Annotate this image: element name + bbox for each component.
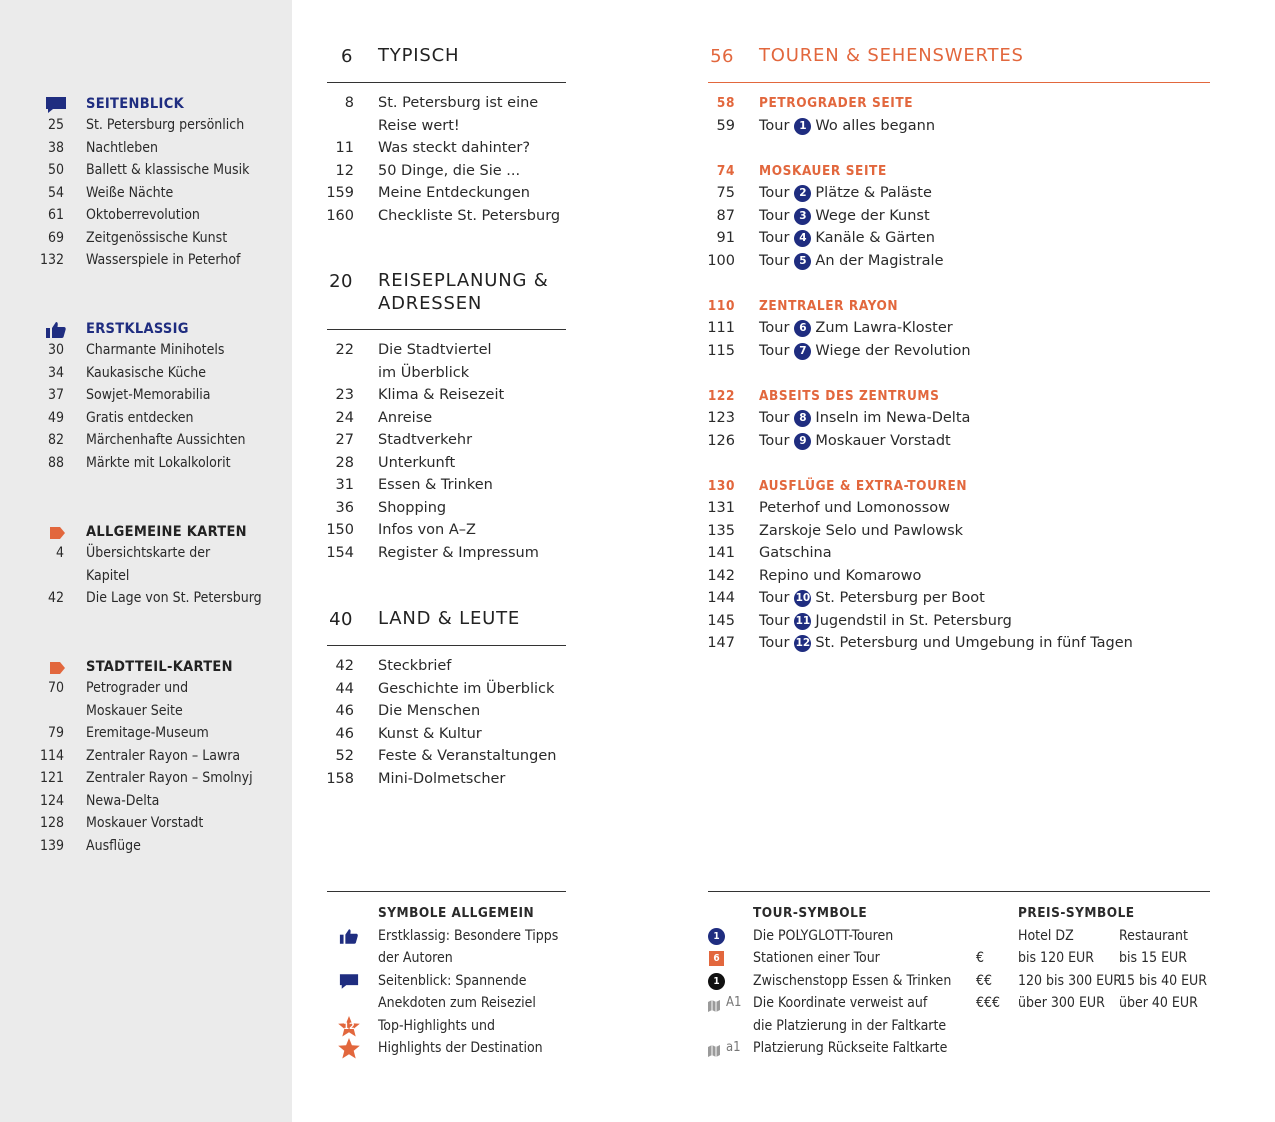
price-row xyxy=(976,947,1210,970)
page-number: 142 xyxy=(707,567,735,584)
price-symbol: €€€ xyxy=(976,995,1001,1011)
page-number: 54 xyxy=(47,184,64,201)
price-row xyxy=(976,970,1210,993)
page-number: 30 xyxy=(47,342,64,358)
item-label: Was steckt dahinter? xyxy=(378,140,531,156)
item-label: Gratis entdecken xyxy=(86,409,194,426)
item-label: Mini-Dolmetscher xyxy=(378,770,506,787)
page-number: 27 xyxy=(335,432,354,448)
page-number: 139 xyxy=(39,837,64,854)
list-item[interactable] xyxy=(0,159,292,182)
tour-label: Tour 7 Wiege der Revolution xyxy=(759,342,971,359)
subsection-title: ABSEITS DES ZENTRUMS xyxy=(759,387,940,404)
list-item[interactable] xyxy=(327,474,566,497)
page-number: 31 xyxy=(335,477,354,493)
legend-title: PREIS-SYMBOLE xyxy=(1018,905,1135,921)
tour-item[interactable] xyxy=(708,317,1210,340)
page-number: 159 xyxy=(326,185,354,201)
tour-number-icon: 9 xyxy=(794,433,811,450)
chapter-title: LAND & LEUTE xyxy=(378,608,521,629)
subsection-heading[interactable] xyxy=(708,92,1210,115)
price-row xyxy=(976,992,1210,1015)
list-item[interactable] xyxy=(327,339,566,384)
item-label: Klima & Reisezeit xyxy=(378,387,505,403)
chapter-title: REISEPLANUNG & ADRESSEN xyxy=(378,270,549,314)
page-number: 11 xyxy=(335,140,354,156)
item-label: Charmante Minihotels xyxy=(86,342,225,358)
list-item[interactable] xyxy=(0,722,292,745)
list-item[interactable] xyxy=(327,92,566,137)
legend-text: die Platzierung in der Faltkarte xyxy=(753,1017,947,1034)
page-number: 82 xyxy=(47,432,64,448)
legend-row xyxy=(327,925,587,948)
legend-divider-general xyxy=(327,891,566,892)
page-number: 115 xyxy=(707,342,735,359)
legend-row xyxy=(327,992,587,1015)
item-label: Zeitgenössische Kunst xyxy=(86,229,228,246)
subsection-title: ZENTRALER RAYON xyxy=(759,297,899,314)
page-number: 22 xyxy=(335,342,354,358)
item-label: Shopping xyxy=(378,499,447,516)
page-number: 46 xyxy=(335,725,354,742)
numbered-star-icon: 12 xyxy=(337,1015,361,1039)
list-item[interactable] xyxy=(327,678,566,701)
list-item[interactable] xyxy=(708,497,1210,520)
list-item[interactable] xyxy=(327,407,566,430)
legend-row xyxy=(708,970,978,993)
list-item[interactable] xyxy=(0,407,292,430)
legend-row xyxy=(327,947,587,970)
subsection-title: PETROGRADER SEITE xyxy=(759,95,914,111)
legend-text: Top-Highlights und xyxy=(378,1017,495,1034)
list-item[interactable] xyxy=(0,767,292,790)
list-item[interactable] xyxy=(0,339,292,362)
chapter-title: TOUREN & SEHENSWERTES xyxy=(759,45,1024,66)
tour-number-icon: 3 xyxy=(794,208,811,225)
legend-text: Anekdoten zum Reiseziel xyxy=(378,995,536,1011)
legend-row xyxy=(708,1037,978,1060)
list-item[interactable] xyxy=(327,745,566,768)
list-item[interactable] xyxy=(708,542,1210,565)
chapter-heading[interactable] xyxy=(327,40,566,83)
legend-text: Platzierung Rückseite Faltkarte xyxy=(753,1040,948,1056)
list-item[interactable] xyxy=(708,565,1210,588)
section-heading xyxy=(0,520,292,542)
list-item[interactable] xyxy=(0,452,292,475)
list-item[interactable] xyxy=(327,700,566,723)
tour-item[interactable] xyxy=(708,610,1210,633)
page-number: 59 xyxy=(716,117,735,134)
list-item[interactable] xyxy=(0,745,292,768)
page-number: 50 xyxy=(47,162,64,178)
page-number: 12 xyxy=(335,162,354,179)
page-number: 37 xyxy=(47,387,64,403)
tour-label: Tour 11 Jugendstil in St. Petersburg xyxy=(759,612,1012,629)
tour-label: Tour 9 Moskauer Vorstadt xyxy=(759,432,951,449)
page-number: 128 xyxy=(39,815,64,831)
section-heading xyxy=(0,92,292,114)
legend-text: der Autoren xyxy=(378,950,453,966)
item-label: Peterhof und Lomonossow xyxy=(759,500,951,516)
page-number: 74 xyxy=(716,162,735,179)
item-label: Repino und Komarowo xyxy=(759,567,922,584)
item-label: Essen & Trinken xyxy=(378,477,493,493)
page-number: 114 xyxy=(39,747,64,764)
chapter-touren xyxy=(708,40,1210,655)
tour-item[interactable] xyxy=(708,182,1210,205)
stop-circle-icon: 1 xyxy=(708,973,725,990)
list-item[interactable] xyxy=(0,249,292,272)
tour-circle-icon: 1 xyxy=(708,928,725,945)
list-item[interactable] xyxy=(327,655,566,678)
page-number: 158 xyxy=(326,770,354,787)
list-item[interactable] xyxy=(708,520,1210,543)
page-number: 132 xyxy=(39,252,64,268)
price-restaurant: über 40 EUR xyxy=(1119,995,1198,1011)
list-item[interactable] xyxy=(0,227,292,250)
item-label: Stadtverkehr xyxy=(378,432,473,448)
item-label: Oktoberrevolution xyxy=(86,207,200,223)
map-grid-icon xyxy=(708,1042,722,1065)
list-item[interactable] xyxy=(327,429,566,452)
tour-number-icon: 10 xyxy=(794,590,811,607)
list-item[interactable] xyxy=(327,542,566,565)
star-icon xyxy=(337,1037,361,1069)
item-label: Wasserspiele in Peterhof xyxy=(86,252,241,268)
page-number: 111 xyxy=(707,320,735,336)
list-item[interactable] xyxy=(327,723,566,746)
tour-item[interactable] xyxy=(708,407,1210,430)
price-hotel: über 300 EUR xyxy=(1018,995,1105,1011)
list-item[interactable] xyxy=(327,768,566,791)
item-label: Unterkunft xyxy=(378,454,456,471)
item-label: Geschichte im Überblick xyxy=(378,680,555,697)
tour-number-icon: 6 xyxy=(794,320,811,337)
subsection-title: MOSKAUER SEITE xyxy=(759,162,887,179)
tour-label: Tour 1 Wo alles begann xyxy=(759,117,936,134)
page-number: 70 xyxy=(47,680,64,696)
page-number: 150 xyxy=(326,522,354,538)
sidebar-section-allgemeine-karten xyxy=(0,520,292,610)
list-item[interactable] xyxy=(327,497,566,520)
tour-label: Tour 4 Kanäle & Gärten xyxy=(759,230,935,246)
page-number: 58 xyxy=(716,95,735,111)
tour-label: Tour 8 Inseln im Newa-Delta xyxy=(759,410,971,426)
page-number: 124 xyxy=(39,792,64,809)
list-item[interactable] xyxy=(327,160,566,183)
tour-label: Tour 10 St. Petersburg per Boot xyxy=(759,590,985,606)
speech-bubble-icon xyxy=(45,96,67,114)
tour-item[interactable] xyxy=(708,430,1210,453)
tour-number-icon: 5 xyxy=(794,253,811,270)
list-item[interactable] xyxy=(327,182,566,205)
page-number: 88 xyxy=(47,454,64,471)
page-number: 91 xyxy=(716,230,735,246)
page-number: 28 xyxy=(335,454,354,471)
item-label: Steckbrief xyxy=(378,658,452,674)
tour-item[interactable] xyxy=(708,250,1210,273)
page-number: 131 xyxy=(707,500,735,516)
map-coordinate: A1 xyxy=(726,995,742,1010)
list-item[interactable] xyxy=(327,205,566,228)
legend-row xyxy=(708,992,978,1015)
list-item[interactable] xyxy=(0,542,292,587)
item-label: Nachtleben xyxy=(86,139,158,156)
item-label: Ballett & klassische Musik xyxy=(86,162,250,178)
list-item[interactable] xyxy=(0,114,292,137)
thumbs-up-icon xyxy=(45,321,67,339)
chapter-page-number: 6 xyxy=(341,46,353,67)
legend-title: TOUR-SYMBOLE xyxy=(753,905,868,921)
item-label: Checkliste St. Petersburg xyxy=(378,207,561,224)
tour-number-icon: 1 xyxy=(794,118,811,135)
list-item[interactable] xyxy=(327,519,566,542)
chapter-page-number: 56 xyxy=(710,46,734,67)
page-number: 122 xyxy=(707,387,735,404)
page-number: 145 xyxy=(707,612,735,629)
legend-general xyxy=(327,902,587,1060)
item-label: Newa-Delta xyxy=(86,792,160,809)
page-number: 42 xyxy=(47,590,64,606)
chapter-heading[interactable] xyxy=(327,603,566,646)
page-number: 130 xyxy=(707,477,735,494)
section-heading xyxy=(0,655,292,677)
tour-number-icon: 8 xyxy=(794,410,811,427)
page-number: 154 xyxy=(326,544,354,561)
item-label: Kunst & Kultur xyxy=(378,725,482,742)
legend-row xyxy=(708,947,978,970)
legend-price xyxy=(976,902,1210,1015)
page-number: 24 xyxy=(335,409,354,426)
legend-row xyxy=(708,1015,978,1038)
column-header-hotel: Hotel DZ xyxy=(1018,927,1074,944)
tour-item[interactable] xyxy=(708,227,1210,250)
chapter-page-number: 20 xyxy=(329,271,353,292)
list-item[interactable] xyxy=(0,812,292,835)
list-item[interactable] xyxy=(0,587,292,610)
legend-title: SYMBOLE ALLGEMEIN xyxy=(378,905,535,921)
legend-row xyxy=(327,970,587,993)
legend-row xyxy=(708,925,978,948)
sidebar-section-stadtteil-karten xyxy=(0,655,292,857)
tour-item[interactable] xyxy=(708,340,1210,363)
section-title: SEITENBLICK xyxy=(86,96,184,112)
legend-text: Erstklassig: Besondere Tipps xyxy=(378,927,559,944)
item-label: Register & Impressum xyxy=(378,544,539,561)
page-number: 126 xyxy=(707,432,735,449)
list-item[interactable] xyxy=(0,790,292,813)
tour-number-icon: 7 xyxy=(794,343,811,360)
section-title: ERSTKLASSIG xyxy=(86,321,189,337)
page-number: 87 xyxy=(716,207,735,224)
item-label: Anreise xyxy=(378,409,433,426)
section-heading xyxy=(0,317,292,339)
item-label: St. Petersburg persönlich xyxy=(86,117,245,133)
item-label: Zarskoje Selo und Pawlowsk xyxy=(759,522,964,539)
chapter-heading[interactable] xyxy=(327,266,566,330)
item-label: Märkte mit Lokalkolorit xyxy=(86,454,231,471)
list-item[interactable] xyxy=(327,384,566,407)
page-number: 36 xyxy=(335,499,354,516)
list-item[interactable] xyxy=(0,182,292,205)
list-item[interactable] xyxy=(327,137,566,160)
tour-label: Tour 5 An der Magistrale xyxy=(759,252,944,269)
page-number: 52 xyxy=(335,748,354,764)
tour-number-icon: 11 xyxy=(794,613,811,630)
item-label: Ausflüge xyxy=(86,837,141,854)
map-tag-icon xyxy=(45,659,67,677)
list-item[interactable] xyxy=(0,137,292,160)
list-item[interactable] xyxy=(0,835,292,858)
price-restaurant: bis 15 EUR xyxy=(1119,950,1188,966)
list-item[interactable] xyxy=(0,362,292,385)
tour-item[interactable] xyxy=(708,587,1210,610)
tour-number-icon: 2 xyxy=(794,185,811,202)
legend-text: Stationen einer Tour xyxy=(753,950,880,966)
price-symbol: €€ xyxy=(976,972,993,989)
chapter-title: TYPISCH xyxy=(378,45,460,66)
legend-text: Seitenblick: Spannende xyxy=(378,972,527,989)
item-label: Meine Entdeckungen xyxy=(378,185,530,201)
map-tag-icon xyxy=(45,524,67,542)
chapter-land-leute xyxy=(327,603,566,790)
column-header-restaurant: Restaurant xyxy=(1119,927,1188,944)
legend-row xyxy=(327,1015,587,1038)
item-label: Weiße Nächte xyxy=(86,184,174,201)
page-number: 4 xyxy=(55,545,64,561)
page-number: 23 xyxy=(335,387,354,403)
page-number: 100 xyxy=(707,252,735,269)
legend-text: Die POLYGLOTT-Touren xyxy=(753,927,894,944)
page-number: 8 xyxy=(344,95,354,111)
legend-text: Die Koordinate verweist auf xyxy=(753,995,928,1011)
chapter-heading[interactable] xyxy=(708,40,1210,83)
sidebar-section-erstklassig xyxy=(0,317,292,474)
subsection-heading[interactable] xyxy=(708,475,1210,498)
item-label: St. Petersburg ist eine Reise wert! xyxy=(378,95,539,134)
list-item[interactable] xyxy=(0,429,292,452)
tour-item[interactable] xyxy=(708,115,1210,138)
page-number: 79 xyxy=(47,725,64,741)
page-number: 141 xyxy=(707,545,735,561)
subsection-heading[interactable] xyxy=(708,160,1210,183)
map-coordinate: a1 xyxy=(726,1040,741,1055)
item-label: Übersichtskarte der Kapitel xyxy=(86,545,211,584)
page-number: 75 xyxy=(716,185,735,201)
page-number: 160 xyxy=(326,207,354,224)
item-label: Die Stadtviertel im Überblick xyxy=(378,342,492,381)
price-symbol: € xyxy=(976,950,985,966)
page-number: 61 xyxy=(47,207,64,223)
subsection-title: AUSFLÜGE & EXTRA-TOUREN xyxy=(759,477,968,494)
page-number: 135 xyxy=(707,522,735,539)
item-label: Die Menschen xyxy=(378,703,481,719)
price-hotel: bis 120 EUR xyxy=(1018,950,1095,966)
tour-label: Tour 3 Wege der Kunst xyxy=(759,207,930,224)
chapter-typisch xyxy=(327,40,566,227)
list-item[interactable] xyxy=(0,204,292,227)
page-number: 110 xyxy=(707,297,735,314)
legend-text: Zwischenstopp Essen & Trinken xyxy=(753,972,952,989)
tour-label: Tour 12 St. Petersburg und Umgebung in fünf Tagen xyxy=(759,635,1133,651)
page-number: 121 xyxy=(39,770,64,786)
item-label: Sowjet-Memorabilia xyxy=(86,387,211,403)
chapter-reiseplanung xyxy=(327,266,566,564)
list-item[interactable] xyxy=(0,384,292,407)
item-label: Die Lage von St. Petersburg xyxy=(86,590,262,606)
page-number: 42 xyxy=(335,658,354,674)
legend-tour xyxy=(708,902,978,1060)
tour-item[interactable] xyxy=(708,632,1210,655)
subsection-heading[interactable] xyxy=(708,385,1210,408)
section-title: ALLGEMEINE KARTEN xyxy=(86,524,247,540)
tour-number-icon: 12 xyxy=(794,635,811,652)
sidebar-section-seitenblick xyxy=(0,92,292,272)
legend-row xyxy=(327,1037,587,1060)
section-title: STADTTEIL-KARTEN xyxy=(86,659,233,675)
item-label: Zentraler Rayon – Lawra xyxy=(86,747,241,764)
item-label: Infos von A–Z xyxy=(378,522,476,538)
item-label: Eremitage-Museum xyxy=(86,725,209,741)
item-label: Zentraler Rayon – Smolnyj xyxy=(86,770,253,786)
legend-text: Highlights der Destination xyxy=(378,1040,543,1056)
chapter-page-number: 40 xyxy=(329,609,353,630)
page-number: 46 xyxy=(335,703,354,719)
page-number: 34 xyxy=(47,364,64,381)
page-number: 38 xyxy=(47,139,64,156)
page-number: 25 xyxy=(47,117,64,133)
tour-number-icon: 4 xyxy=(794,230,811,247)
item-label: Gatschina xyxy=(759,545,832,561)
list-item[interactable] xyxy=(0,677,292,722)
item-label: Moskauer Vorstadt xyxy=(86,815,204,831)
item-label: Petrograder und Moskauer Seite xyxy=(86,680,189,719)
list-item[interactable] xyxy=(327,452,566,475)
page-number: 147 xyxy=(707,635,735,651)
item-label: 50 Dinge, die Sie ... xyxy=(378,162,521,179)
page-number: 123 xyxy=(707,410,735,426)
page-number: 44 xyxy=(335,680,354,697)
legend-divider-tour xyxy=(708,891,1210,892)
item-label: Märchenhafte Aussichten xyxy=(86,432,246,448)
page-number: 69 xyxy=(47,229,64,246)
item-label: Feste & Veranstaltungen xyxy=(378,748,557,764)
page-number: 49 xyxy=(47,409,64,426)
page-number: 144 xyxy=(707,590,735,606)
tour-item[interactable] xyxy=(708,205,1210,228)
subsection-heading[interactable] xyxy=(708,295,1210,318)
item-label: Kaukasische Küche xyxy=(86,364,206,381)
tour-label: Tour 2 Plätze & Paläste xyxy=(759,185,932,201)
tour-label: Tour 6 Zum Lawra-Kloster xyxy=(759,320,953,336)
price-header-row xyxy=(976,925,1210,948)
price-restaurant: 15 bis 40 EUR xyxy=(1119,972,1208,989)
station-square-icon: 6 xyxy=(709,951,724,966)
price-hotel: 120 bis 300 EUR xyxy=(1018,972,1123,989)
